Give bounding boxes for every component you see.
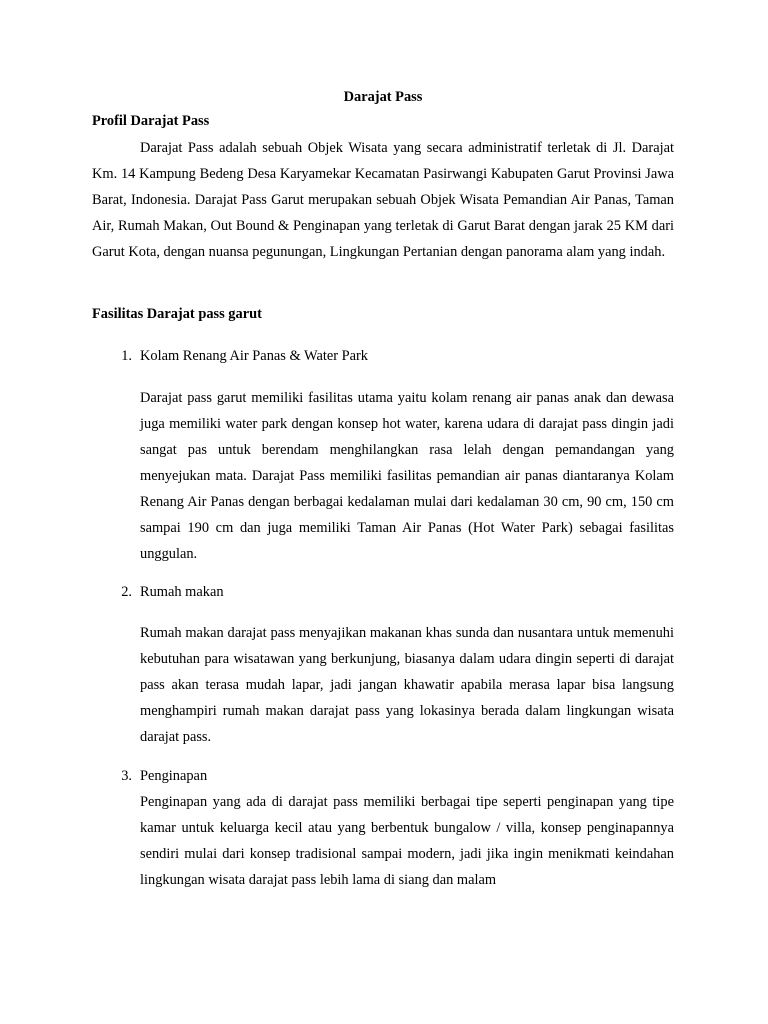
list-item-kolam-renang (92, 347, 674, 365)
list-item-number: 3. (121, 768, 132, 784)
list-item-label: Penginapan (140, 768, 208, 784)
list-item-rumah-makan (92, 583, 674, 601)
list-item-label: Rumah makan (140, 584, 224, 600)
list-item-label: Kolam Renang Air Panas & Water Park (140, 348, 368, 364)
list-item-number: 1. (121, 348, 132, 364)
penginapan-paragraph: Penginapan yang ada di darajat pass memiliki berbagai tipe seperti penginapan yang tipe kamar untuk keluarga kecil atau yang berbentuk bungalow / villa, konsep penginapannya sendiri mulai dari konsep tradisional sampai modern, jadi jika ingin menikmati keindahan lingkungan wisata darajat pass lebih lama di siang dan malam (140, 794, 674, 888)
list-item-penginapan (92, 767, 674, 785)
kolam-renang-paragraph: Darajat pass garut memiliki fasilitas utama yaitu kolam renang air panas anak dan dewasa juga memiliki water park dengan konsep hot water, karena udara di darajat pass dingin jadi sangat pas untuk berendam menghilangkan rasa lelah dengan pemandangan yang menyejukan mata. Darajat Pass memiliki fasilitas pemandian air panas diantaranya Kolam Renang Air Panas dengan berbagai kedalaman mulai dari kedalaman 30 cm, 90 cm, 150 cm sampai 190 cm dan juga memiliki Taman Air Panas (Hot Water Park) sebagai fasilitas unggulan. (140, 390, 674, 562)
profile-heading: Profil Darajat Pass (92, 113, 210, 129)
profile-paragraph: Darajat Pass adalah sebuah Objek Wisata yang secara administratif terletak di Jl. Darajat Km. 14 Kampung Bedeng Desa Karyamekar Kecamatan Pasirwangi Kabupaten Garut Provinsi Jawa Barat, Indonesia. Darajat Pass Garut merupakan sebuah Objek Wisata Pemandian Air Panas, Taman Air, Rumah Makan, Out Bound & Penginapan yang terletak di Garut Barat dengan jarak 25 KM dari Garut Kota, dengan nuansa pegunungan, Lingkungan Pertanian dengan panorama alam yang indah. (92, 140, 674, 260)
document-title: Darajat Pass (343, 89, 423, 105)
facilities-heading: Fasilitas Darajat pass garut (92, 306, 262, 322)
list-item-number: 2. (121, 584, 132, 600)
rumah-makan-paragraph: Rumah makan darajat pass menyajikan makanan khas sunda dan nusantara untuk memenuhi kebutuhan para wisatawan yang berkunjung, biasanya dalam udara dingin seperti di darajat pass akan terasa mudah lapar, jadi jangan khawatir apabila merasa lapar bisa langsung menghampiri rumah makan darajat pass yang lokasinya berada dalam lingkungan wisata darajat pass. (140, 625, 674, 745)
